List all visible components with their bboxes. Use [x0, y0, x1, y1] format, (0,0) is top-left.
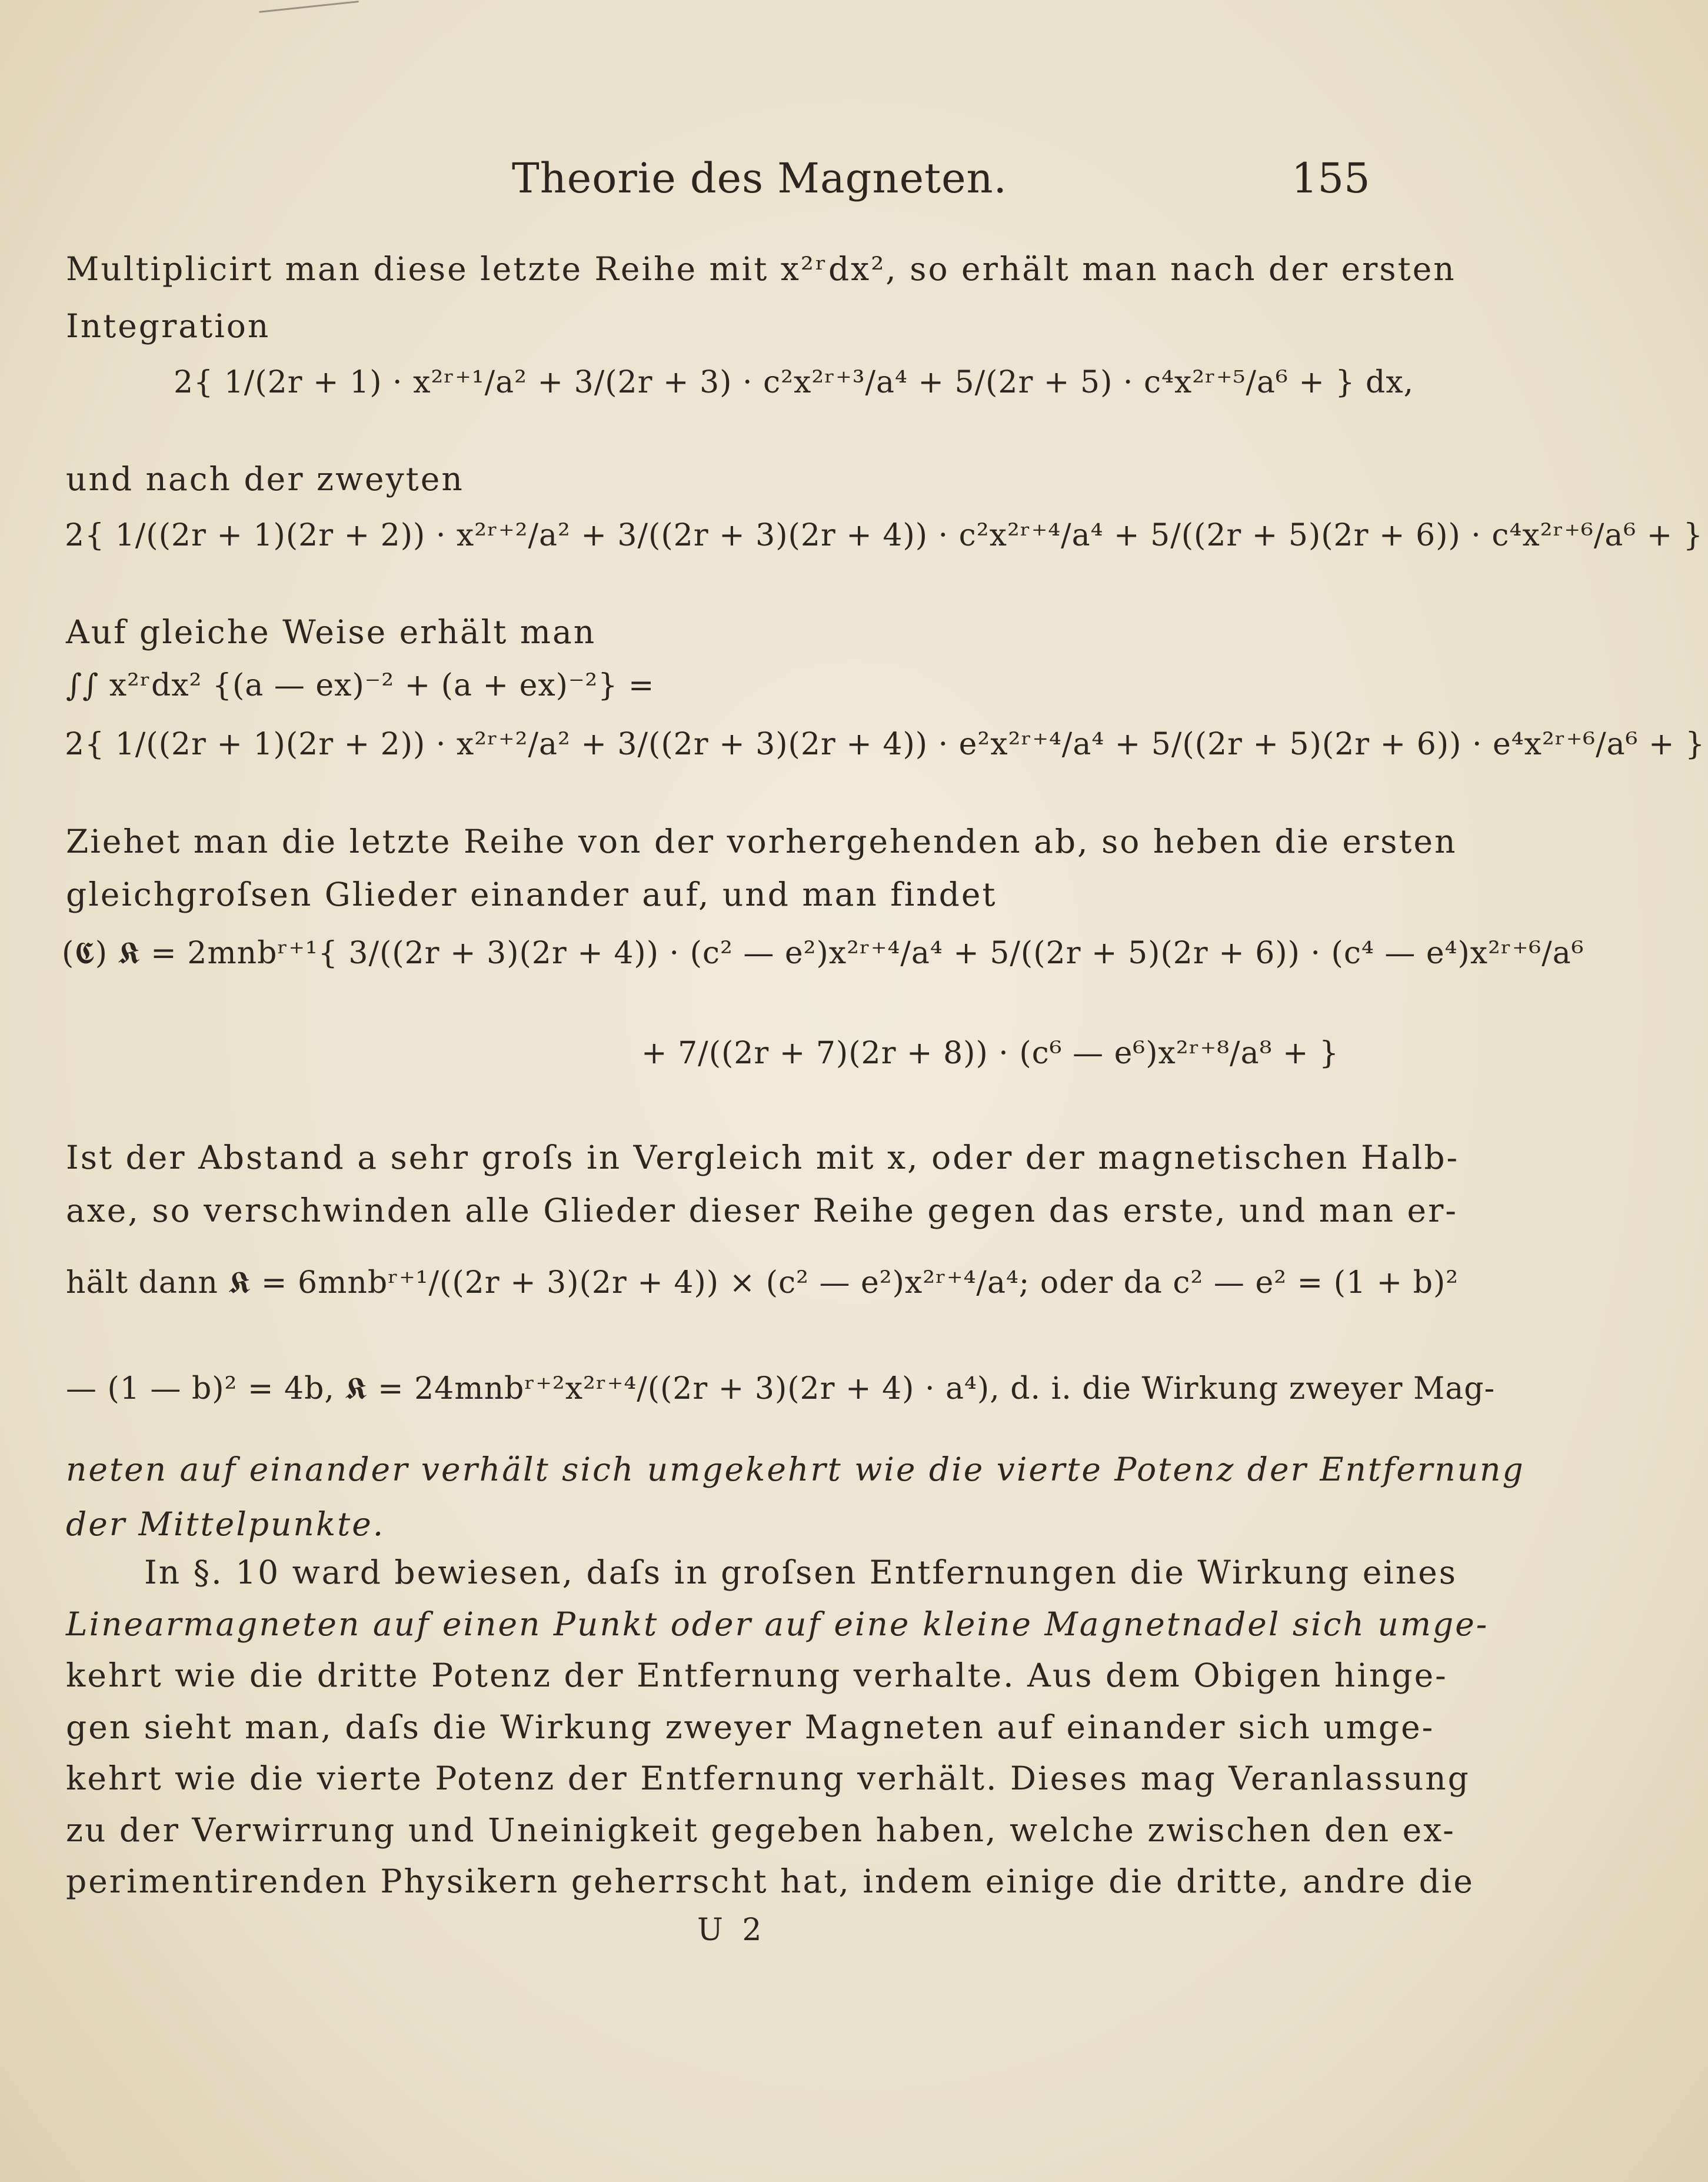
text-line: In §. 10 ward bewiesen, daſs in groſsen Entfernungen die Wirkung eines — [144, 1554, 1458, 1591]
text-line: 2{ 1/((2r + 1)(2r + 2)) · x²ʳ⁺²/a² + 3/((2r + 3)(2r + 4)) · e²x²ʳ⁺⁴/a⁴ + 5/((2r + 5)(2r + 6)) · e⁴x²ʳ⁺⁶/a⁶ + } — [65, 727, 1706, 762]
text-line: der Mittelpunkte. — [66, 1505, 385, 1543]
signature-mark: U 2 — [697, 1912, 767, 1948]
text-line: — (1 — b)² = 4b, 𝕶 = 24mnbʳ⁺²x²ʳ⁺⁴/((2r + 3)(2r + 4) · a⁴), d. i. die Wirkung zweyer Mag- — [66, 1371, 1496, 1406]
text-line: Integration — [66, 307, 271, 345]
text-line: kehrt wie die dritte Potenz der Entfernung verhalte. Aus dem Obigen hinge- — [66, 1657, 1448, 1694]
text-line: + 7/((2r + 7)(2r + 8)) · (c⁶ — e⁶)x²ʳ⁺⁸/a⁸ + } — [641, 1036, 1340, 1071]
text-line: und nach der zweyten — [66, 460, 464, 498]
text-line: perimentirenden Physikern geherrscht hat, indem einige die dritte, andre die — [66, 1862, 1474, 1900]
text-line: gleichgroſsen Glieder einander auf, und man findet — [66, 876, 997, 913]
text-line: hält dann 𝕶 = 6mnbʳ⁺¹/((2r + 3)(2r + 4)) × (c² — e²)x²ʳ⁺⁴/a⁴; oder da c² — e² = (1 + b)² — [66, 1265, 1459, 1300]
margin-pencil-mark — [259, 1, 358, 13]
text-line: (𝕮) 𝕶 = 2mnbʳ⁺¹{ 3/((2r + 3)(2r + 4)) · (c² — e²)x²ʳ⁺⁴/a⁴ + 5/((2r + 5)(2r + 6)) · (c⁴ — e⁴)x²ʳ⁺⁶/a⁶ — [62, 936, 1584, 971]
text-line: Ziehet man die letzte Reihe von der vorhergehenden ab, so heben die ersten — [66, 823, 1457, 860]
text-line: 2{ 1/((2r + 1)(2r + 2)) · x²ʳ⁺²/a² + 3/((2r + 3)(2r + 4)) · c²x²ʳ⁺⁴/a⁴ + 5/((2r + 5)(2r + 6)) · c⁴x²ʳ⁺⁶/a⁶ + } — [65, 518, 1703, 553]
text-line: gen sieht man, daſs die Wirkung zweyer Magneten auf einander sich umge- — [66, 1708, 1435, 1746]
text-line: zu der Verwirrung und Uneinigkeit gegeben haben, welche zwischen den ex- — [66, 1811, 1456, 1849]
page-number: 155 — [1291, 154, 1370, 202]
running-header-title: Theorie des Magneten. — [512, 154, 1007, 202]
text-line: Linearmagneten auf einen Punkt oder auf eine kleine Magnetnadel sich umge- — [66, 1605, 1489, 1643]
text-line: ∫∫ x²ʳdx² {(a — ex)⁻² + (a + ex)⁻²} = — [66, 668, 655, 703]
text-line: axe, so verschwinden alle Glieder dieser Reihe gegen das erste, und man er- — [66, 1192, 1458, 1229]
text-line: Multiplicirt man diese letzte Reihe mit x²ʳdx², so erhält man nach der ersten — [66, 250, 1456, 288]
text-line: 2{ 1/(2r + 1) · x²ʳ⁺¹/a² + 3/(2r + 3) · c²x²ʳ⁺³/a⁴ + 5/(2r + 5) · c⁴x²ʳ⁺⁵/a⁶ + } dx, — [174, 365, 1414, 400]
text-line: Auf gleiche Weise erhält man — [66, 613, 597, 651]
text-line: neten auf einander verhält sich umgekehrt wie die vierte Potenz der Entfernung — [66, 1451, 1525, 1488]
text-line: kehrt wie die vierte Potenz der Entfernung verhält. Dieses mag Veranlassung — [66, 1759, 1470, 1797]
text-line: Ist der Abstand a sehr groſs in Vergleich mit x, oder der magnetischen Halb- — [66, 1139, 1460, 1176]
